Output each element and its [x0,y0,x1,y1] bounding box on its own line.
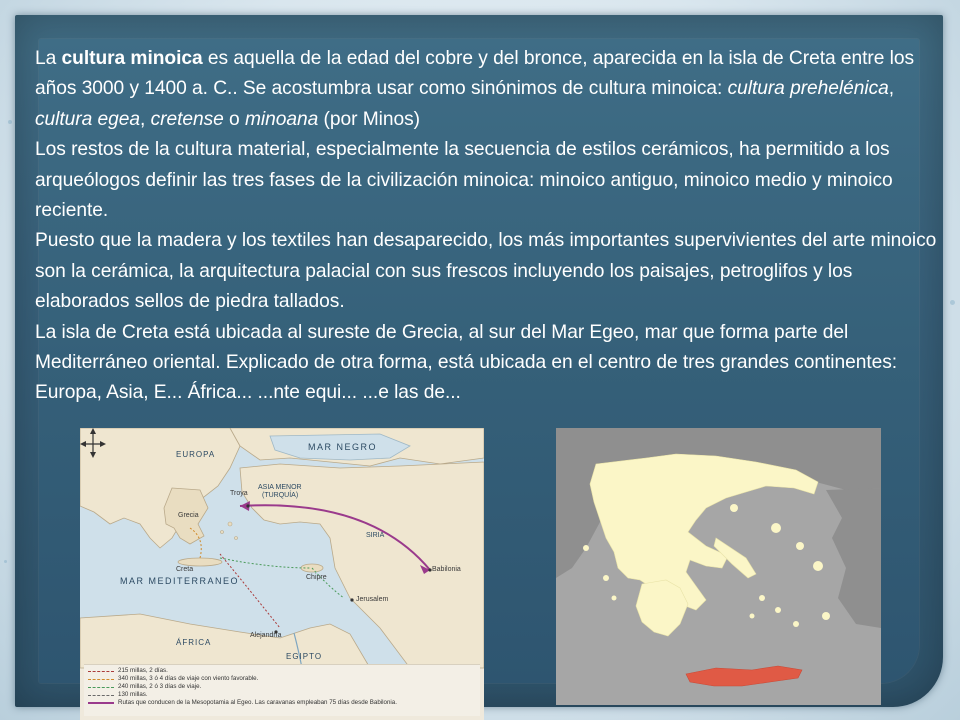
map-label-africa: ÁFRICA [176,638,212,647]
map-label-mar-negro: MAR NEGRO [308,442,378,452]
legend-row [88,691,476,699]
body-paragraph [35,226,937,317]
legend-row [88,699,476,707]
map-label-creta: Creta [176,566,194,573]
map-label-babilonia: Babilonia [432,566,461,573]
map-label-troya: Troya [230,490,248,497]
ancient-routes-map [80,428,484,720]
compass-rose-icon [80,428,106,458]
background-speck [950,300,955,305]
legend-text: 215 millas, 2 días. [118,667,168,674]
map-label-egipto: EGIPTO [286,652,323,661]
greece-crete-map-drawing [556,428,881,705]
italic-text: minoana [244,108,319,130]
body-text: La [35,48,62,69]
body-text: o [223,108,245,130]
body-text: La isla de Creta está ubicada al sureste de Grecia, al sur del Mar Egeo, mar que forma parte del Mediterráneo oriental. Explicado de otra forma, está ubicada en el centro de tres grandes continentes: Europa, Asia, E... África... ...nte equi... ...e las de... [35,321,898,404]
map-label-mar-mediterraneo: MAR MEDITERRANEO [120,576,240,586]
body-text: , [888,78,895,100]
legend-row [88,675,476,683]
legend-text: 240 millas, 2 ó 3 días de viaje. [118,683,202,690]
map-label-alejandria: Alejandría [250,632,282,639]
map-label-europa: EUROPA [176,450,216,459]
legend-text: 340 millas, 3 ó 4 días de viaje con viento favorable. [118,675,259,682]
italic-text: cultura egea [35,108,141,130]
legend-text: Rutas que conducen de la Mesopotamia al Egeo. Las caravanas empleaban 75 días desde Babilonia. [118,699,397,706]
body-paragraph [35,318,937,409]
legend-row [88,667,476,675]
map-label-jerusalem: Jerusalem [356,596,389,603]
body-text: Los restos de la cultura material, especialmente la secuencia de estilos cerámicos, ha permitido a los arqueólogos definir las tres fases de la civilización minoica: minoico antiguo, minoico medio y minoico reciente. [35,139,893,222]
map-label-turquia: (TURQUÍA) [262,492,299,499]
body-text: es aquella de la edad del cobre y del bronce, aparecida en la isla de Creta entre los años 3000 y 1400 a. C.. Se acostumbra usar como sinónimos de cultura minoica: [35,48,915,100]
body-text: (por Minos) [318,108,420,130]
map-legend [84,664,480,716]
map-label-siria: SIRIA [366,532,385,539]
italic-text: cretense [150,108,224,130]
map-label-grecia: Grecia [178,512,199,519]
background-speck [8,120,12,124]
bold-text: cultura minoica [61,48,203,69]
legend-row [88,683,476,691]
italic-text: cultura prehelénica [727,78,889,100]
body-paragraph [35,135,937,226]
map-label-chipre: Chipre [306,574,327,581]
body-text: , [140,108,151,130]
map-label-asia-menor: ASIA MENOR [258,484,302,491]
greece-crete-map [556,428,881,705]
background-speck [4,560,7,563]
legend-text: 130 millas. [118,691,148,698]
slide-body-text [35,44,937,409]
body-paragraph [35,44,937,135]
body-text: Puesto que la madera y los textiles han desaparecido, los más importantes supervivientes del arte minoico son la cerámica, la arquitectura palacial con sus frescos incluyendo los paisajes, petroglifos y los elaborados sellos de piedra tallados. [35,230,937,313]
